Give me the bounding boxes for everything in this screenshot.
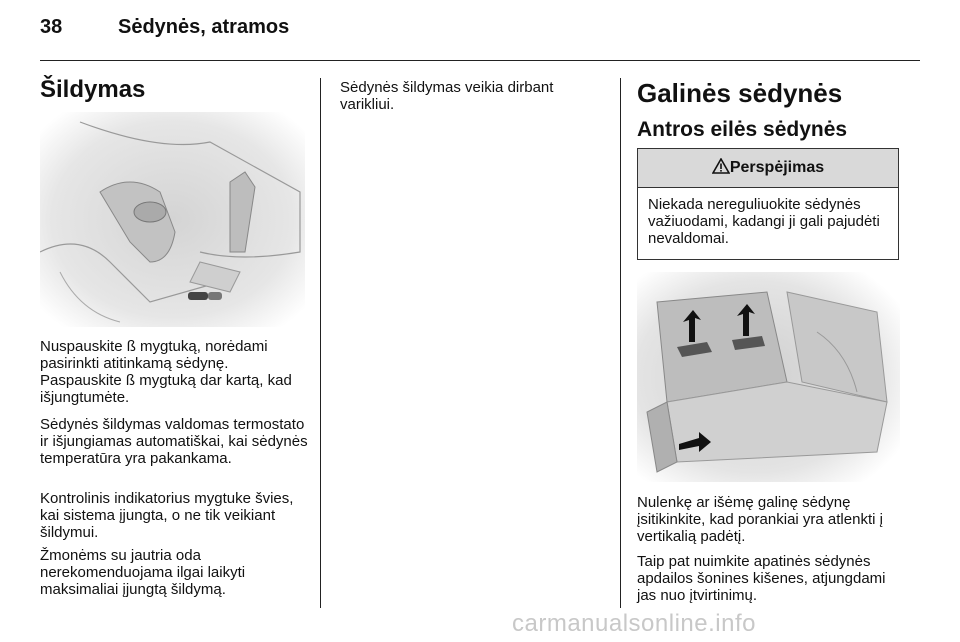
engine-running-paragraph: Sėdynės šildymas veikia dirbant varikliui. [340,79,554,113]
warning-box [637,148,899,260]
rear-seat-illustration [637,272,900,482]
seat-heating-illustration [40,112,305,327]
heating-paragraph-2: Sėdynės šildymas valdomas termostato ir išjungiamas automatiškai, kai sėdynės temperatūra yra pakankama. [40,416,308,467]
section-title: Sėdynės, atramos [118,16,290,38]
heating-paragraph-4: Žmonėms su jautria oda nerekomenduojama ilgai laikyti maksimaliai įjungtą šildymą. [40,547,246,598]
warning-header [638,149,898,188]
column-divider-2 [620,78,621,608]
heating-heading: Šildymas [40,76,146,103]
heating-paragraph-3: Kontrolinis indikatorius mygtuke švies, kai sistema įjungta, o ne tik veikiant šildymui. [40,490,294,541]
heating-paragraph-1: Nuspauskite ß mygtuką, norėdami pasirinkti atitinkamą sėdynę. Paspauskite ß mygtuką dar kartą, kad išjungtumėte. [40,338,292,406]
rear-seat-paragraph-1: Nulenkę ar išėmę galinę sėdynę įsitikinkite, kad porankiai yra atlenkti į vertikalią padėtį. [637,494,883,545]
column-divider-1 [320,78,321,608]
warning-triangle-icon [712,158,730,179]
header-rule [40,60,920,61]
watermark: carmanualsonline.info [512,610,756,637]
rear-seats-heading: Galinės sėdynės [637,78,843,108]
second-row-heading: Antros eilės sėdynės [637,118,848,141]
rear-seat-paragraph-2: Taip pat nuimkite apatinės sėdynės apdailos šonines kišenes, atjungdami jas nuo įtvirtinimų. [637,553,886,604]
page-header [40,16,920,44]
warning-text: Niekada nereguliuokite sėdynės važiuodami, kadangi ji gali pajudėti nevaldomai. [648,196,880,247]
page-number: 38 [40,16,63,38]
warning-title: Perspėjimas [729,159,825,176]
